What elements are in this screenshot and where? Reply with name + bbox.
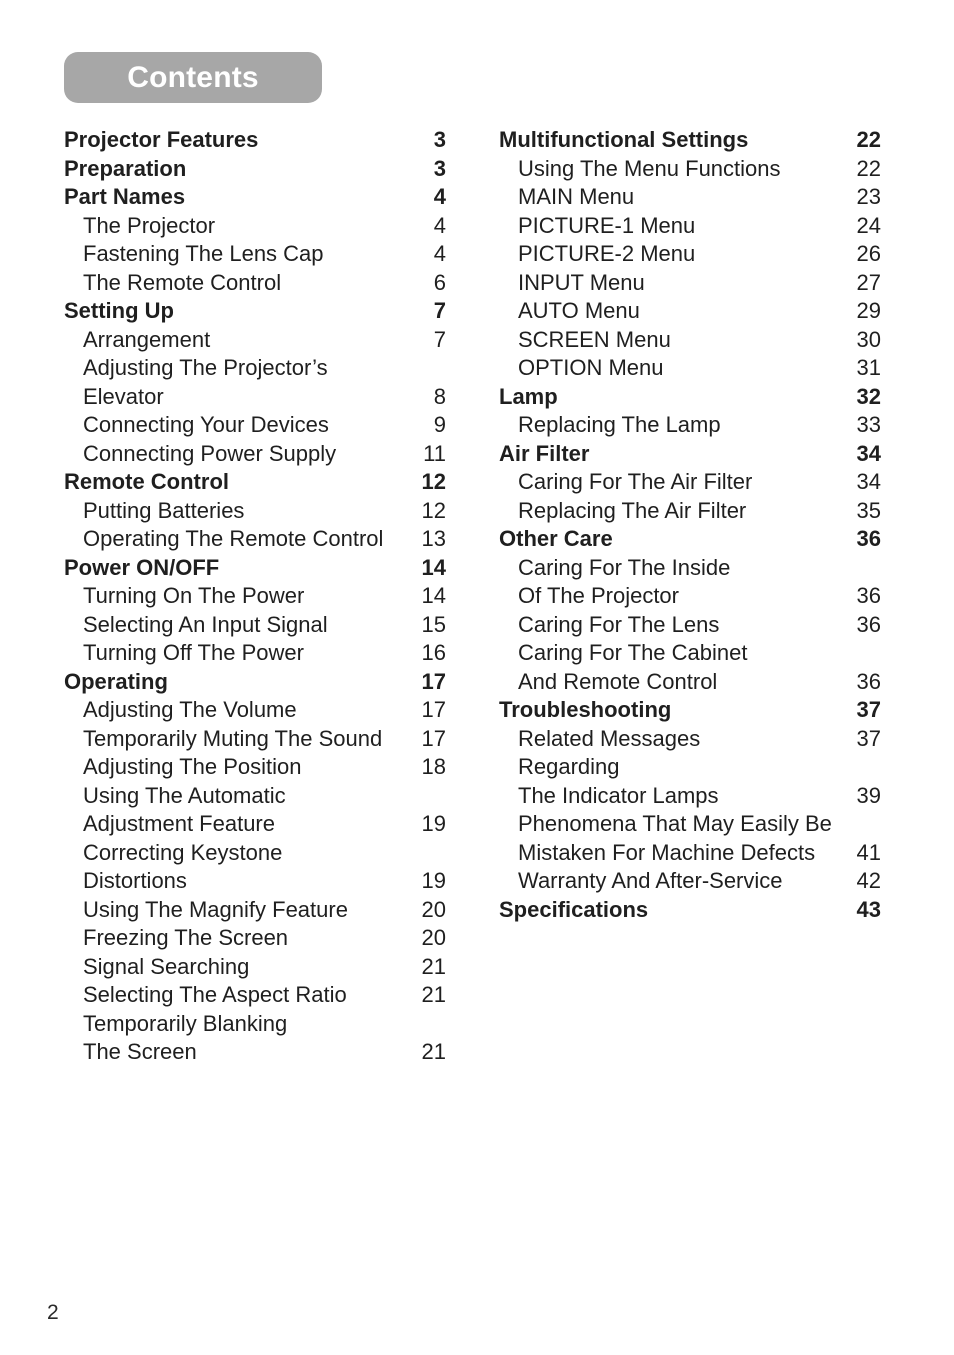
- toc-entry-label: MAIN Menu: [518, 184, 635, 209]
- toc-subsection-entry[interactable]: [64, 411, 446, 440]
- toc-subsection-entry[interactable]: [499, 639, 881, 668]
- toc-section-entry[interactable]: [499, 383, 881, 412]
- toc-entry-page-number: 32: [856, 383, 881, 409]
- toc-entry-label: The Remote Control: [83, 269, 282, 295]
- contents-title-badge: [64, 52, 322, 103]
- toc-entry-label: The Projector: [83, 212, 216, 238]
- toc-entry-label: Caring For The Air Filter: [518, 469, 753, 494]
- toc-entry-label: Signal Searching: [83, 953, 250, 979]
- page-title: Contents: [127, 60, 259, 94]
- toc-entry-page-number: 14: [421, 583, 446, 608]
- toc-entry-label: SCREEN Menu: [518, 326, 671, 352]
- toc-section-entry[interactable]: [499, 525, 881, 554]
- toc-entry-page-number: 17: [421, 697, 446, 722]
- toc-entry-page-number: 7: [433, 326, 446, 352]
- toc-entry-label: Adjusting The Position: [83, 754, 302, 779]
- toc-subsection-entry[interactable]: [499, 183, 881, 212]
- toc-entry-label: Replacing The Lamp: [518, 412, 721, 437]
- toc-entry-page-number: 9: [433, 412, 446, 437]
- toc-entry-page-number: 19: [421, 868, 446, 893]
- toc-subsection-entry[interactable]: [499, 297, 881, 326]
- toc-entry-label: Adjusting The Volume: [83, 697, 297, 722]
- toc-subsection-entry[interactable]: [499, 468, 881, 497]
- toc-entry-label: AUTO Menu: [518, 298, 640, 323]
- toc-subsection-entry[interactable]: [64, 981, 446, 1010]
- toc-entry-page-number: 36: [856, 611, 881, 637]
- toc-entry-page-number: 17: [421, 725, 446, 751]
- toc-entry-page-number: 11: [423, 440, 446, 466]
- toc-entry-label: Projector Features: [64, 127, 259, 152]
- toc-entry-label: Preparation: [64, 155, 187, 181]
- toc-entry-label: The Indicator Lamps: [518, 782, 719, 808]
- toc-entry-label: Caring For The Inside: [518, 554, 731, 580]
- toc-entry-label: Fastening The Lens Cap: [83, 241, 324, 266]
- toc-subsection-entry[interactable]: [499, 554, 881, 583]
- toc-subsection-entry[interactable]: [64, 1010, 446, 1039]
- toc-section-entry[interactable]: [64, 297, 446, 326]
- toc-entry-label: Multifunctional Settings: [499, 127, 749, 152]
- toc-subsection-entry[interactable]: [64, 953, 446, 982]
- toc-subsection-entry[interactable]: [499, 753, 881, 782]
- toc-entry-label: Arrangement: [83, 326, 211, 352]
- toc-entry-label: Adjusting The Projector’s: [83, 355, 328, 380]
- toc-subsection-entry[interactable]: [499, 582, 881, 611]
- toc-subsection-entry[interactable]: [499, 326, 881, 355]
- toc-entry-label: Remote Control: [64, 469, 229, 494]
- toc-section-entry[interactable]: [64, 155, 446, 184]
- toc-entry-label: Air Filter: [499, 440, 590, 466]
- toc-entry-label: Operating The Remote Control: [83, 526, 384, 551]
- toc-subsection-entry[interactable]: [499, 611, 881, 640]
- toc-entry-page-number: 13: [421, 526, 446, 551]
- toc-left-column: [64, 126, 446, 1067]
- toc-entry-page-number: 34: [856, 469, 881, 494]
- toc-subsection-entry[interactable]: [64, 1038, 446, 1067]
- toc-entry-page-number: 18: [421, 754, 446, 779]
- toc-entry-page-number: 15: [421, 611, 446, 637]
- toc-entry-label: Using The Magnify Feature: [83, 896, 348, 922]
- toc-entry-page-number: 12: [421, 469, 446, 494]
- toc-subsection-entry[interactable]: [499, 411, 881, 440]
- toc-entry-page-number: 16: [421, 640, 446, 665]
- toc-entry-page-number: 23: [856, 184, 881, 209]
- toc-entry-page-number: 22: [856, 127, 881, 152]
- toc-entry-page-number: 37: [856, 725, 881, 751]
- toc-entry-page-number: 8: [433, 383, 446, 409]
- toc-section-entry[interactable]: [64, 468, 446, 497]
- toc-subsection-entry[interactable]: [64, 440, 446, 469]
- toc-entry-page-number: 4: [433, 241, 446, 266]
- toc-entry-page-number: 34: [856, 440, 881, 466]
- toc-subsection-entry[interactable]: [499, 497, 881, 526]
- toc-subsection-entry[interactable]: [64, 867, 446, 896]
- toc-subsection-entry[interactable]: [64, 212, 446, 241]
- toc-subsection-entry[interactable]: [499, 725, 881, 754]
- toc-entry-page-number: 24: [856, 212, 881, 238]
- toc-subsection-entry[interactable]: [64, 354, 446, 383]
- toc-subsection-entry[interactable]: [499, 810, 881, 839]
- toc-entry-label: And Remote Control: [518, 668, 718, 694]
- toc-entry-label: Regarding: [518, 754, 620, 779]
- toc-entry-page-number: 29: [856, 298, 881, 323]
- toc-entry-label: Connecting Power Supply: [83, 440, 337, 466]
- toc-entry-page-number: 30: [856, 326, 881, 352]
- toc-entry-page-number: 21: [421, 953, 446, 979]
- toc-entry-page-number: 42: [856, 868, 881, 893]
- toc-subsection-entry[interactable]: [499, 354, 881, 383]
- toc-entry-label: Troubleshooting: [499, 697, 672, 722]
- toc-entry-label: Elevator: [83, 383, 164, 409]
- toc-subsection-entry[interactable]: [64, 782, 446, 811]
- toc-entry-label: Setting Up: [64, 298, 174, 323]
- toc-section-entry[interactable]: [499, 896, 881, 925]
- toc-subsection-entry[interactable]: [64, 497, 446, 526]
- toc-entry-page-number: 43: [856, 896, 881, 922]
- toc-entry-page-number: 21: [421, 1039, 446, 1064]
- toc-subsection-entry[interactable]: [64, 896, 446, 925]
- toc-section-entry[interactable]: [64, 126, 446, 155]
- toc-subsection-entry[interactable]: [64, 839, 446, 868]
- toc-subsection-entry[interactable]: [499, 240, 881, 269]
- toc-section-entry[interactable]: [64, 668, 446, 697]
- toc-subsection-entry[interactable]: [499, 668, 881, 697]
- toc-section-entry[interactable]: [64, 183, 446, 212]
- toc-section-entry[interactable]: [64, 554, 446, 583]
- toc-subsection-entry[interactable]: [64, 525, 446, 554]
- toc-entry-label: Connecting Your Devices: [83, 412, 329, 437]
- toc-entry-page-number: 35: [856, 497, 881, 523]
- toc-subsection-entry[interactable]: [64, 611, 446, 640]
- toc-section-entry[interactable]: [499, 126, 881, 155]
- toc-entry-label: PICTURE-1 Menu: [518, 212, 696, 238]
- toc-entry-page-number: 27: [856, 269, 881, 295]
- toc-entry-label: OPTION Menu: [518, 355, 664, 380]
- toc-entry-page-number: 36: [856, 583, 881, 608]
- toc-entry-label: Related Messages: [518, 725, 701, 751]
- toc-entry-label: Temporarily Muting The Sound: [83, 725, 383, 751]
- toc-entry-label: Adjustment Feature: [83, 811, 275, 836]
- toc-entry-label: Mistaken For Machine Defects: [518, 839, 816, 865]
- toc-entry-label: Power ON/OFF: [64, 554, 220, 580]
- toc-entry-label: Of The Projector: [518, 583, 679, 608]
- toc-entry-page-number: 36: [856, 668, 881, 694]
- toc-entry-page-number: 17: [421, 668, 446, 694]
- toc-subsection-entry[interactable]: [64, 753, 446, 782]
- toc-subsection-entry[interactable]: [64, 240, 446, 269]
- toc-entry-label: Other Care: [499, 526, 613, 551]
- toc-entry-label: PICTURE-2 Menu: [518, 241, 696, 266]
- toc-entry-label: Replacing The Air Filter: [518, 497, 747, 523]
- toc-subsection-entry[interactable]: [64, 810, 446, 839]
- toc-subsection-entry[interactable]: [499, 867, 881, 896]
- toc-entry-page-number: 4: [433, 184, 446, 209]
- toc-entry-page-number: 19: [421, 811, 446, 836]
- toc-subsection-entry[interactable]: [64, 725, 446, 754]
- toc-entry-label: INPUT Menu: [518, 269, 645, 295]
- toc-entry-label: Turning Off The Power: [83, 640, 304, 665]
- page-number: 2: [47, 1301, 59, 1324]
- toc-subsection-entry[interactable]: [64, 326, 446, 355]
- toc-subsection-entry[interactable]: [64, 924, 446, 953]
- toc-subsection-entry[interactable]: [499, 155, 881, 184]
- toc-entry-label: Lamp: [499, 383, 558, 409]
- toc-section-entry[interactable]: [499, 696, 881, 725]
- toc-entry-page-number: 36: [856, 526, 881, 551]
- toc-entry-label: Putting Batteries: [83, 497, 245, 523]
- toc-entry-page-number: 20: [421, 896, 446, 922]
- toc-entry-label: Using The Automatic: [83, 782, 286, 808]
- toc-subsection-entry[interactable]: [64, 269, 446, 298]
- toc-entry-page-number: 12: [421, 497, 446, 523]
- toc-entry-page-number: 37: [856, 697, 881, 722]
- toc-entry-label: Phenomena That May Easily Be: [518, 811, 832, 836]
- toc-entry-label: Specifications: [499, 896, 649, 922]
- toc-entry-label: Part Names: [64, 184, 186, 209]
- toc-subsection-entry[interactable]: [64, 582, 446, 611]
- toc-entry-page-number: 7: [433, 298, 446, 323]
- toc-entry-label: Operating: [64, 668, 168, 694]
- toc-entry-page-number: 3: [433, 127, 446, 152]
- toc-entry-page-number: 39: [856, 782, 881, 808]
- toc-entry-label: Caring For The Lens: [518, 611, 720, 637]
- toc-entry-label: Using The Menu Functions: [518, 155, 781, 181]
- toc-entry-page-number: 14: [421, 554, 446, 580]
- toc-entry-page-number: 41: [856, 839, 881, 865]
- toc-entry-label: The Screen: [83, 1039, 197, 1064]
- toc-entry-page-number: 20: [421, 925, 446, 950]
- toc-entry-page-number: 3: [433, 155, 446, 181]
- toc-entry-label: Caring For The Cabinet: [518, 640, 748, 665]
- toc-entry-label: Selecting The Aspect Ratio: [83, 982, 347, 1007]
- toc-right-column: [499, 126, 881, 924]
- toc-entry-label: Freezing The Screen: [83, 925, 289, 950]
- toc-entry-page-number: 31: [856, 355, 881, 380]
- toc-entry-label: Correcting Keystone: [83, 839, 283, 865]
- toc-entry-page-number: 33: [856, 412, 881, 437]
- toc-entry-label: Warranty And After-Service: [518, 868, 783, 893]
- toc-subsection-entry[interactable]: [499, 269, 881, 298]
- toc-entry-page-number: 22: [856, 155, 881, 181]
- toc-subsection-entry[interactable]: [64, 696, 446, 725]
- toc-entry-label: Selecting An Input Signal: [83, 611, 328, 637]
- toc-subsection-entry[interactable]: [64, 383, 446, 412]
- toc-section-entry[interactable]: [499, 440, 881, 469]
- toc-entry-label: Distortions: [83, 868, 187, 893]
- toc-subsection-entry[interactable]: [499, 212, 881, 241]
- toc-entry-page-number: 21: [421, 982, 446, 1007]
- toc-entry-label: Temporarily Blanking: [83, 1010, 288, 1036]
- toc-entry-page-number: 26: [856, 241, 881, 266]
- toc-entry-page-number: 6: [433, 269, 446, 295]
- toc-subsection-entry[interactable]: [499, 839, 881, 868]
- toc-entry-label: Turning On The Power: [83, 583, 305, 608]
- toc-subsection-entry[interactable]: [499, 782, 881, 811]
- toc-subsection-entry[interactable]: [64, 639, 446, 668]
- toc-entry-page-number: 4: [433, 212, 446, 238]
